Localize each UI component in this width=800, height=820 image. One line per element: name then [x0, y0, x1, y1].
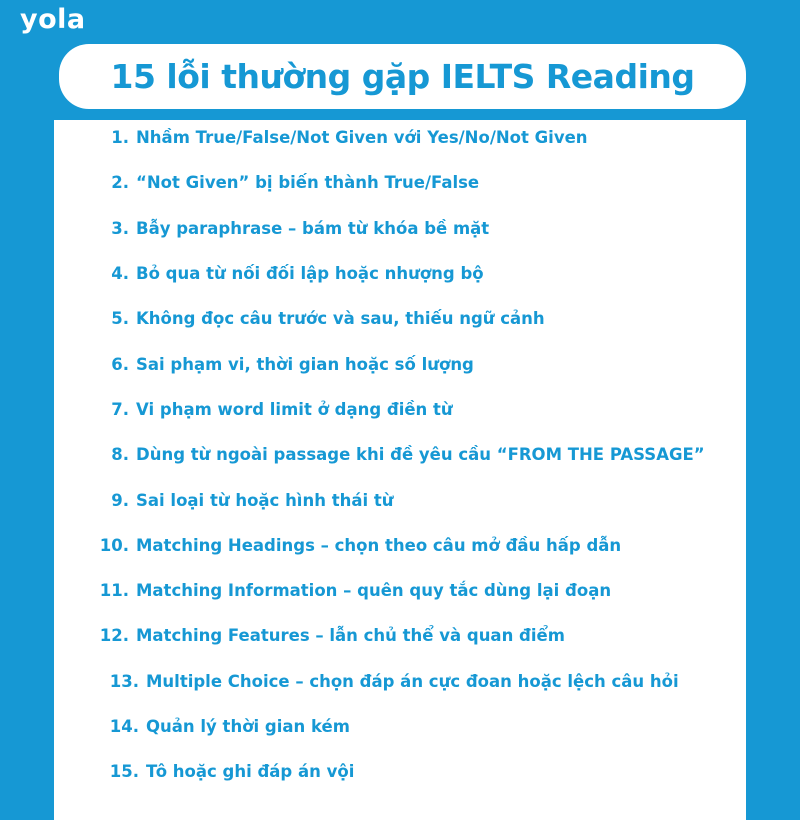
item-number: 4. — [111, 264, 129, 284]
mistakes-card — [54, 120, 746, 820]
mistake-list — [54, 120, 746, 794]
item-text: Sai phạm vi, thời gian hoặc số lượng — [136, 354, 474, 374]
item-text: Matching Headings – chọn theo câu mở đầu hấp dẫn — [136, 535, 622, 555]
item-text: Không đọc câu trước và sau, thiếu ngữ cảnh — [136, 309, 545, 329]
item-number: 7. — [111, 399, 129, 419]
item-number: 11. — [99, 581, 129, 601]
list-item — [98, 120, 732, 160]
list-item — [98, 387, 732, 432]
list-item — [98, 251, 732, 296]
item-number: 10. — [99, 535, 129, 555]
item-text: Vi phạm word limit ở dạng điền từ — [136, 399, 453, 419]
list-item — [98, 296, 732, 341]
item-number: 13. — [109, 671, 139, 691]
list-item — [98, 613, 732, 658]
item-text: Matching Features – lẫn chủ thể và quan điểm — [136, 626, 565, 646]
item-number: 6. — [111, 354, 129, 374]
item-number: 5. — [111, 309, 129, 329]
list-item — [98, 432, 732, 477]
item-text: Multiple Choice – chọn đáp án cực đoan hoặc lệch câu hỏi — [146, 671, 679, 691]
item-text: Quản lý thời gian kém — [146, 717, 350, 736]
item-number: 9. — [111, 490, 129, 510]
item-number: 1. — [111, 128, 129, 148]
item-text: Nhầm True/False/Not Given với Yes/No/Not Given — [136, 128, 588, 148]
title-banner — [59, 44, 746, 109]
list-item — [98, 206, 732, 251]
item-text: Bỏ qua từ nối đối lập hoặc nhượng bộ — [136, 264, 484, 284]
list-item — [98, 477, 732, 522]
list-item — [98, 659, 732, 704]
item-text: Matching Information – quên quy tắc dùng lại đoạn — [136, 581, 612, 601]
item-number: 15. — [109, 762, 139, 782]
list-item — [98, 341, 732, 386]
item-text: Dùng từ ngoài passage khi đề yêu cầu “FROM THE PASSAGE” — [136, 445, 705, 465]
list-item — [98, 704, 732, 749]
list-item — [98, 523, 732, 568]
yola-logo: yola — [20, 4, 86, 35]
item-number: 3. — [111, 218, 129, 238]
item-text: Bẫy paraphrase – bám từ khóa bề mặt — [136, 218, 490, 238]
item-number: 12. — [99, 626, 129, 646]
list-item — [98, 568, 732, 613]
item-number: 2. — [111, 173, 129, 193]
item-number: 8. — [111, 445, 129, 465]
item-text: Tô hoặc ghi đáp án vội — [146, 762, 355, 782]
page-title: 15 lỗi thường gặp IELTS Reading — [110, 57, 695, 96]
item-text: “Not Given” bị biến thành True/False — [136, 173, 480, 193]
list-item — [98, 160, 732, 205]
item-text: Sai loại từ hoặc hình thái từ — [136, 490, 394, 510]
list-item — [98, 749, 732, 794]
item-number: 14. — [109, 717, 139, 736]
